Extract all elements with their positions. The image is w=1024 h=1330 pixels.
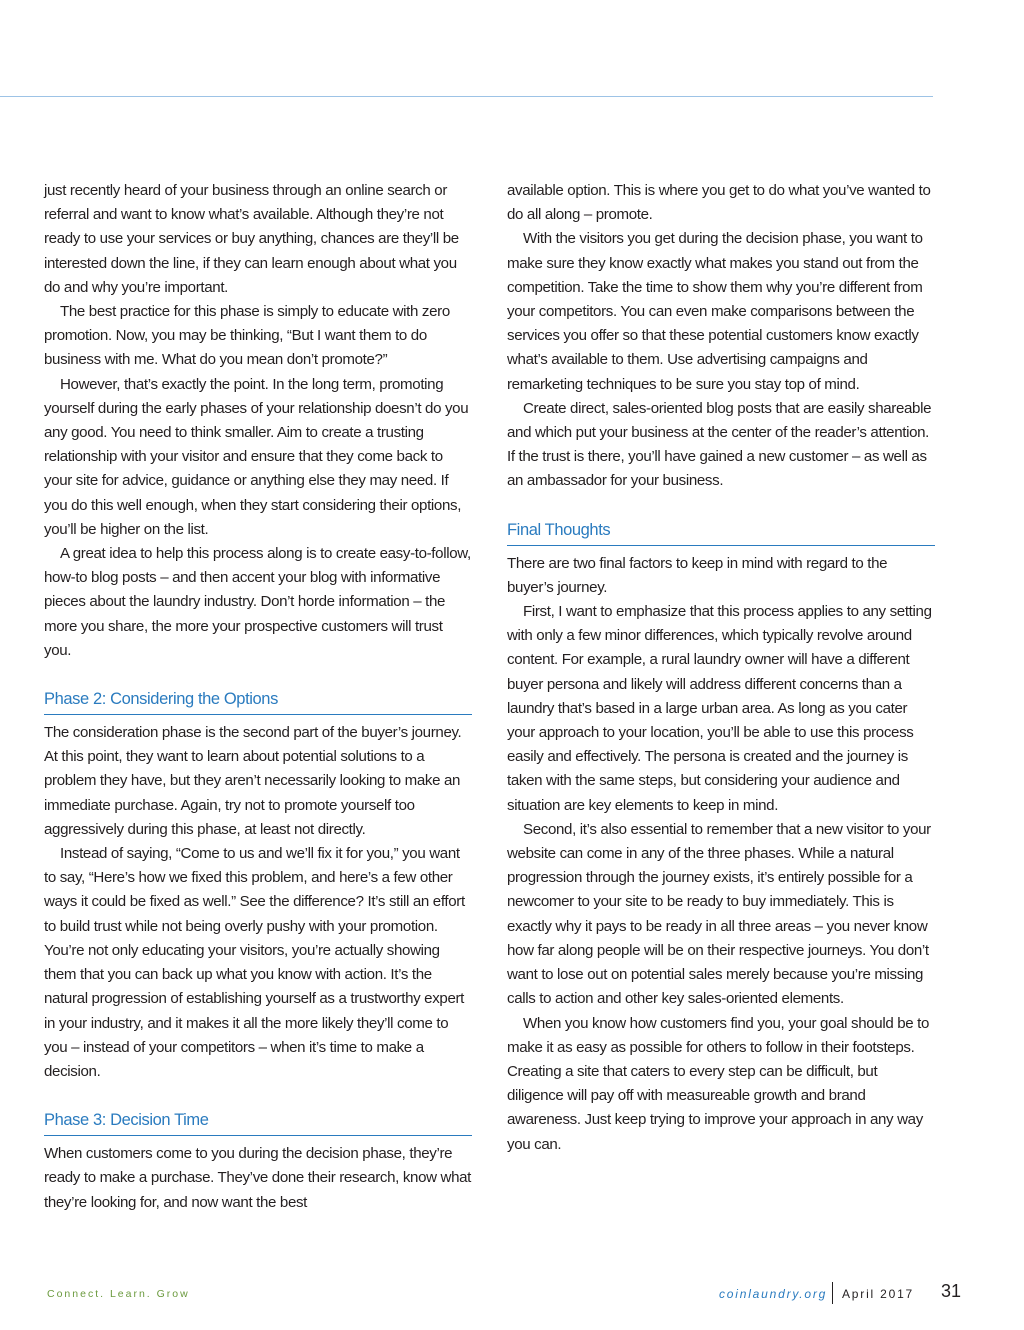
footer-date: April 2017 bbox=[842, 1287, 915, 1301]
section-gap bbox=[44, 663, 472, 687]
footer-site-link[interactable]: coinlaundry.org bbox=[719, 1287, 828, 1301]
page-number: 31 bbox=[941, 1281, 962, 1301]
right-paragraph-3: Create direct, sales-oriented blog posts that are easily shareable and which put your business at the center of the reader’s attention. If the trust is there, you’ll have gained a new customer – as well as an ambassador for your business. bbox=[507, 399, 932, 490]
right-paragraph-5: First, I want to emphasize that this process applies to any setting with only a few minor differences, which typically revolve around content. For example, a rural laundry owner will have a different buyer persona and likely will address different concerns than a laundry that’s based in a large urban area. As long as you cater your approach to your location, you’ll be able to use this process easily and effectively. The persona is created and the journey is taken with the same steps, but considering your audience and situation are key elements to keep in mind. bbox=[507, 603, 932, 814]
section-gap bbox=[507, 494, 935, 518]
phase-3-heading: Phase 3: Decision Time bbox=[44, 1108, 472, 1136]
footer-divider bbox=[832, 1282, 833, 1304]
left-paragraph-5: The consideration phase is the second part of the buyer’s journey. At this point, they want to learn about potential solutions to a problem they have, but they aren’t necessarily looking to make an immediate purchase. Again, try not to promote yourself too aggressively during this phase, at least not directly. bbox=[44, 724, 462, 838]
footer-tagline: Connect. Learn. Grow bbox=[47, 1288, 190, 1300]
left-paragraph-4: A great idea to help this process along is to create easy-to-follow, how-to blog posts – and then accent your blog with informative pieces about the laundry industry. Don’t horde information – the more you share, the more your prospective customers will trust you. bbox=[44, 545, 471, 659]
right-column bbox=[507, 179, 935, 1157]
right-paragraph-7: When you know how customers find you, your goal should be to make it as easy as possible for others to follow in their footsteps. Creating a site that caters to every step can be difficult, but diligence will pay off with measureable growth and brand awareness. Just keep trying to improve your approach in any way you can. bbox=[507, 1014, 930, 1153]
final-thoughts-heading: Final Thoughts bbox=[507, 518, 935, 546]
left-paragraph-1: just recently heard of your business through an online search or referral and want to know what’s available. Although they’re not ready to use your services or buy anything, chances are they’ll be interested down the line, if they can learn enough about what you do and why you’re important. bbox=[44, 182, 459, 296]
left-column bbox=[44, 179, 472, 1215]
left-paragraph-6: Instead of saying, “Come to us and we’ll fix it for you,” you want to say, “Here’s how we fixed this problem, and here’s a few other ways it could be fixed as well.” See the difference? It’s still an effort to build trust while not being overly pushy with your promotion. You’re not only educating your visitors, you’re actually showing them that you can back up what you know with action. It’s the natural progression of establishing yourself as a trustworthy expert in your industry, and it makes it all the more likely they’ll come to you – instead of your competitors – when it’s time to make a decision. bbox=[44, 845, 465, 1080]
left-paragraph-3: However, that’s exactly the point. In the long term, promoting yourself during the early phases of your relationship doesn’t do you any good. You need to think smaller. Aim to create a trusting relationship with your visitor and ensure that they come back to your site for advice, guidance or anything else they may need. If you do this well enough, when they start considering their options, you’ll be higher on the list. bbox=[44, 375, 469, 538]
header-rule bbox=[0, 96, 933, 97]
left-paragraph-7: When customers come to you during the decision phase, they’re ready to make a purchase. They’ve done their research, know what they’re looking for, and now want the best bbox=[44, 1145, 472, 1211]
right-paragraph-2: With the visitors you get during the decision phase, you want to make sure they know exactly what makes you stand out from the competition. Take the time to show them why you’re different from your competitors. You can even make comparisons between the services you offer so that these potential customers know exactly what’s available to them. Use advertising campaigns and remarketing techniques to be sure you stay top of mind. bbox=[507, 230, 923, 393]
phase-2-heading: Phase 2: Considering the Options bbox=[44, 687, 472, 715]
left-paragraph-2: The best practice for this phase is simply to educate with zero promotion. Now, you may be thinking, “But I want them to do business with me. What do you mean don’t promote?” bbox=[44, 303, 450, 369]
right-paragraph-6: Second, it’s also essential to remember that a new visitor to your website can come in any of the three phases. While a natural progression through the journey exists, it’s entirely possible for a newcomer to your site to be ready to buy immediately. This is exactly why it pays to be ready in all three areas – you never know how far along people will be on their respective journeys. You don’t want to lose out on potential sales merely because you’re missing calls to action and other key sales-oriented elements. bbox=[507, 820, 931, 1008]
section-gap bbox=[44, 1084, 472, 1108]
right-paragraph-1: available option. This is where you get to do what you’ve wanted to do all along – promote. bbox=[507, 182, 931, 224]
right-paragraph-4: There are two final factors to keep in mind with regard to the buyer’s journey. bbox=[507, 554, 888, 596]
